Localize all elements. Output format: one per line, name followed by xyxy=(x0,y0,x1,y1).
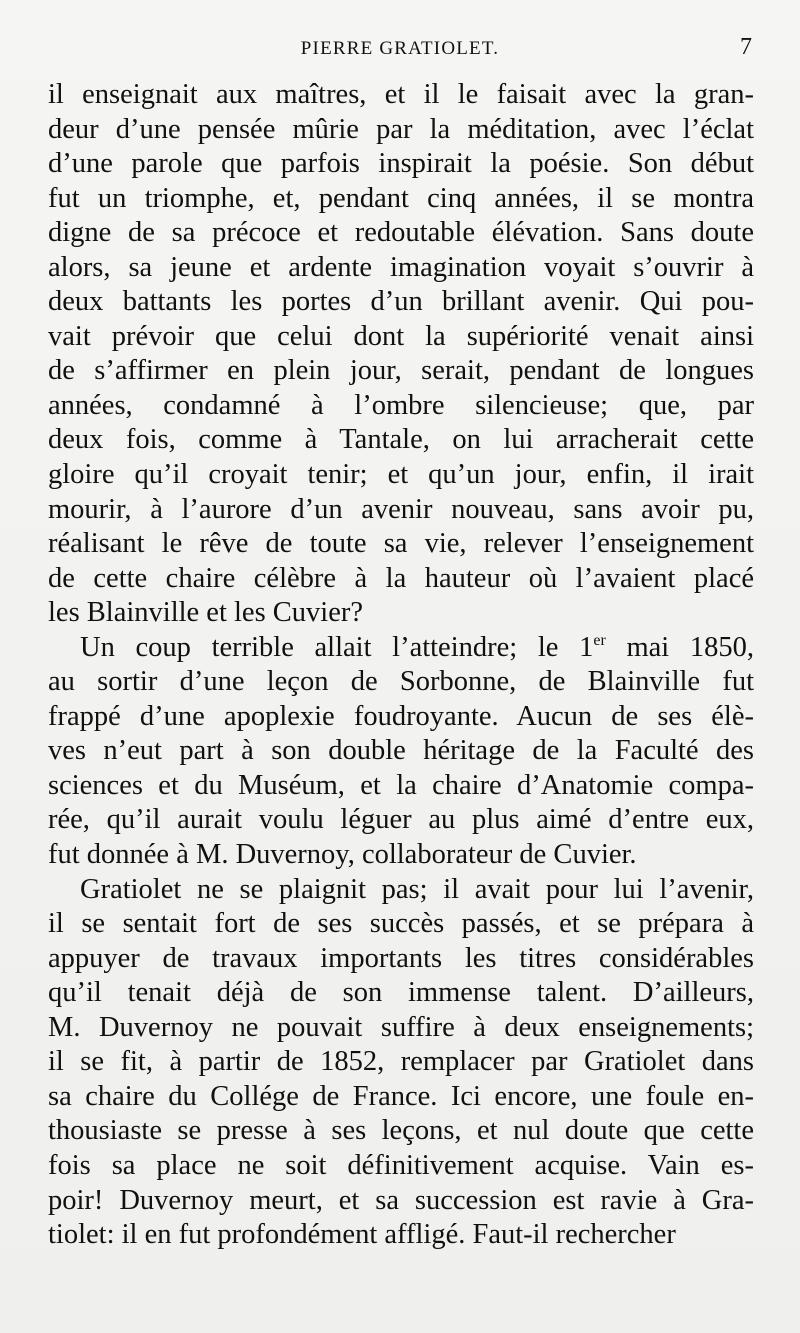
paragraph xyxy=(48,873,754,1253)
text-line: rée, qu’il aurait voulu léguer au plus aimé d’entre eux, xyxy=(48,804,754,836)
text-line: frappé d’une apoplexie foudroyante. Aucun de ses élè- xyxy=(48,700,754,732)
text-line: deux battants les portes d’un brillant avenir. Qui pou- xyxy=(48,286,754,318)
text-line: fut un triomphe, et, pendant cinq années, il se montra xyxy=(48,182,754,214)
text-run: mai 1850, xyxy=(605,631,754,663)
text-line: thousiaste se presse à ses leçons, et nul doute que cette xyxy=(48,1115,754,1147)
text-line: sciences et du Muséum, et la chaire d’Anatomie compa- xyxy=(48,769,754,801)
text-line: ves n’eut part à son double héritage de la Faculté des xyxy=(48,735,754,767)
text-line: appuyer de travaux importants les titres considérables xyxy=(48,942,754,974)
text-line: Gratiolet ne se plaignit pas; il avait pour lui l’avenir, xyxy=(80,873,754,905)
text-line: de cette chaire célèbre à la hauteur où l’avaient placé xyxy=(48,562,754,594)
paragraph xyxy=(48,78,754,631)
text-line: il se sentait fort de ses succès passés, et se prépara à xyxy=(48,908,754,940)
page-number: 7 xyxy=(740,34,752,60)
text-line: qu’il tenait déjà de son immense talent. D’ailleurs, xyxy=(48,977,754,1009)
text-line: tiolet: il en fut profondément affligé. Faut-il rechercher xyxy=(48,1219,676,1251)
text-line: M. Duvernoy ne pouvait suffire à deux enseignements; xyxy=(48,1011,754,1043)
text-line: mourir, à l’aurore d’un avenir nouveau, sans avoir pu, xyxy=(48,493,754,525)
page-header xyxy=(48,30,752,64)
text-line: gloire qu’il croyait tenir; et qu’un jour, enfin, il irait xyxy=(48,459,754,491)
body-text xyxy=(48,78,754,1253)
text-line: il se fit, à partir de 1852, remplacer par Gratiolet dans xyxy=(48,1046,754,1078)
text-line: poir! Duvernoy meurt, et sa succession est ravie à Gra- xyxy=(48,1184,754,1216)
text-line: deux fois, comme à Tantale, on lui arracherait cette xyxy=(48,424,754,456)
text-line xyxy=(48,631,754,666)
text-line: au sortir d’une leçon de Sorbonne, de Blainville fut xyxy=(48,666,754,698)
text-line: il enseignait aux maîtres, et il le faisait avec la gran- xyxy=(48,79,754,110)
text-line: d’une parole que parfois inspirait la poésie. Son début xyxy=(48,148,754,180)
ordinal-superscript: er xyxy=(593,631,606,649)
text-run: Un coup terrible allait l’atteindre; le 1 xyxy=(80,631,594,663)
text-line: réalisant le rêve de toute sa vie, relever l’enseignement xyxy=(48,528,754,560)
text-line: alors, sa jeune et ardente imagination voyait s’ouvrir à xyxy=(48,251,754,283)
paragraph xyxy=(48,631,754,873)
text-line: fut donnée à M. Duvernoy, collaborateur de Cuvier. xyxy=(48,839,637,871)
text-line: vait prévoir que celui dont la supériorité venait ainsi xyxy=(48,320,754,352)
running-title: PIERRE GRATIOLET. xyxy=(300,38,500,59)
text-line: fois sa place ne soit définitivement acquise. Vain es- xyxy=(48,1149,754,1181)
text-line: sa chaire du Collége de France. Ici encore, une foule en- xyxy=(48,1080,754,1112)
text-line: années, condamné à l’ombre silencieuse; que, par xyxy=(48,389,754,421)
text-line: de s’affirmer en plein jour, serait, pendant de longues xyxy=(48,355,754,387)
text-line: les Blainville et les Cuvier? xyxy=(48,597,364,629)
text-line: digne de sa précoce et redoutable élévation. Sans doute xyxy=(48,217,754,249)
text-line: deur d’une pensée mûrie par la méditation, avec l’éclat xyxy=(48,113,754,145)
